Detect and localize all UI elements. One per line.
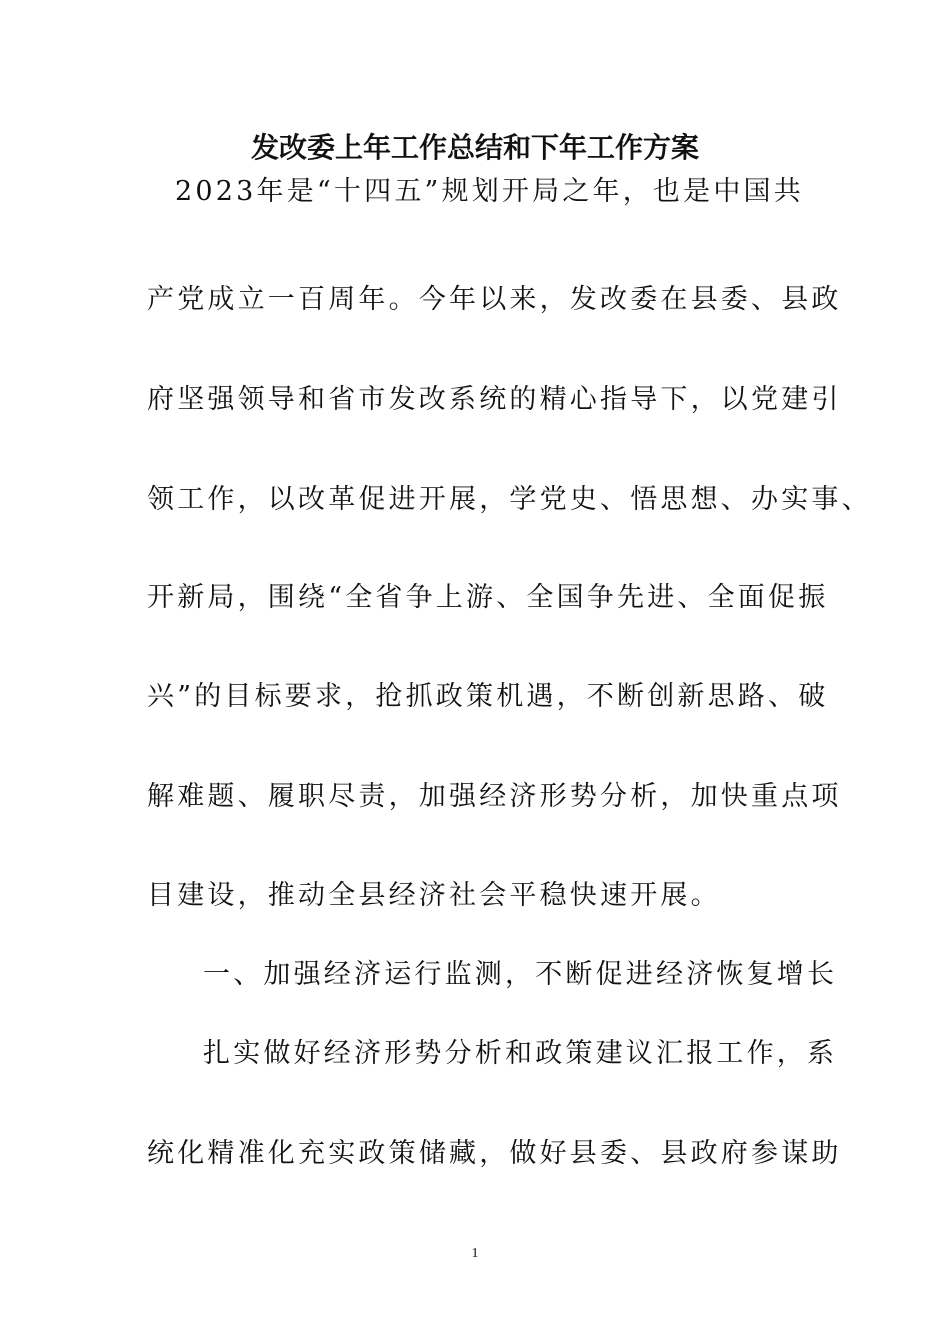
paragraph-line: 统化精准化充实政策储藏，做好县委、县政府参谋助 [147,1138,842,1169]
section-heading: 一、加强经济运行监测，不断促进经济恢复增长 [203,959,838,990]
paragraph-line: 2023年是“十四五”规划开局之年，也是中国共 [175,176,804,207]
paragraph-line: 兴”的目标要求，抢抓政策机遇，不断创新思路、破 [147,681,829,712]
paragraph-line: 领工作，以改革促进开展，学党史、悟思想、办实事、 [147,484,872,515]
paragraph-line: 府坚强领导和省市发改系统的精心指导下，以党建引 [147,384,842,415]
document-title: 发改委上年工作总结和下年工作方案 [250,131,699,164]
paragraph-line: 扎实做好经济形势分析和政策建议汇报工作，系 [203,1038,838,1069]
page-number: 1 [471,1246,479,1261]
paragraph-line: 解难题、履职尽责，加强经济形势分析，加快重点项 [147,781,842,812]
paragraph-line: 开新局，围绕“全省争上游、全国争先进、全面促振 [147,582,829,613]
paragraph-line: 目建设，推动全县经济社会平稳快速开展。 [147,880,721,911]
paragraph-line: 产党成立一百周年。今年以来，发改委在县委、县政 [147,284,842,315]
